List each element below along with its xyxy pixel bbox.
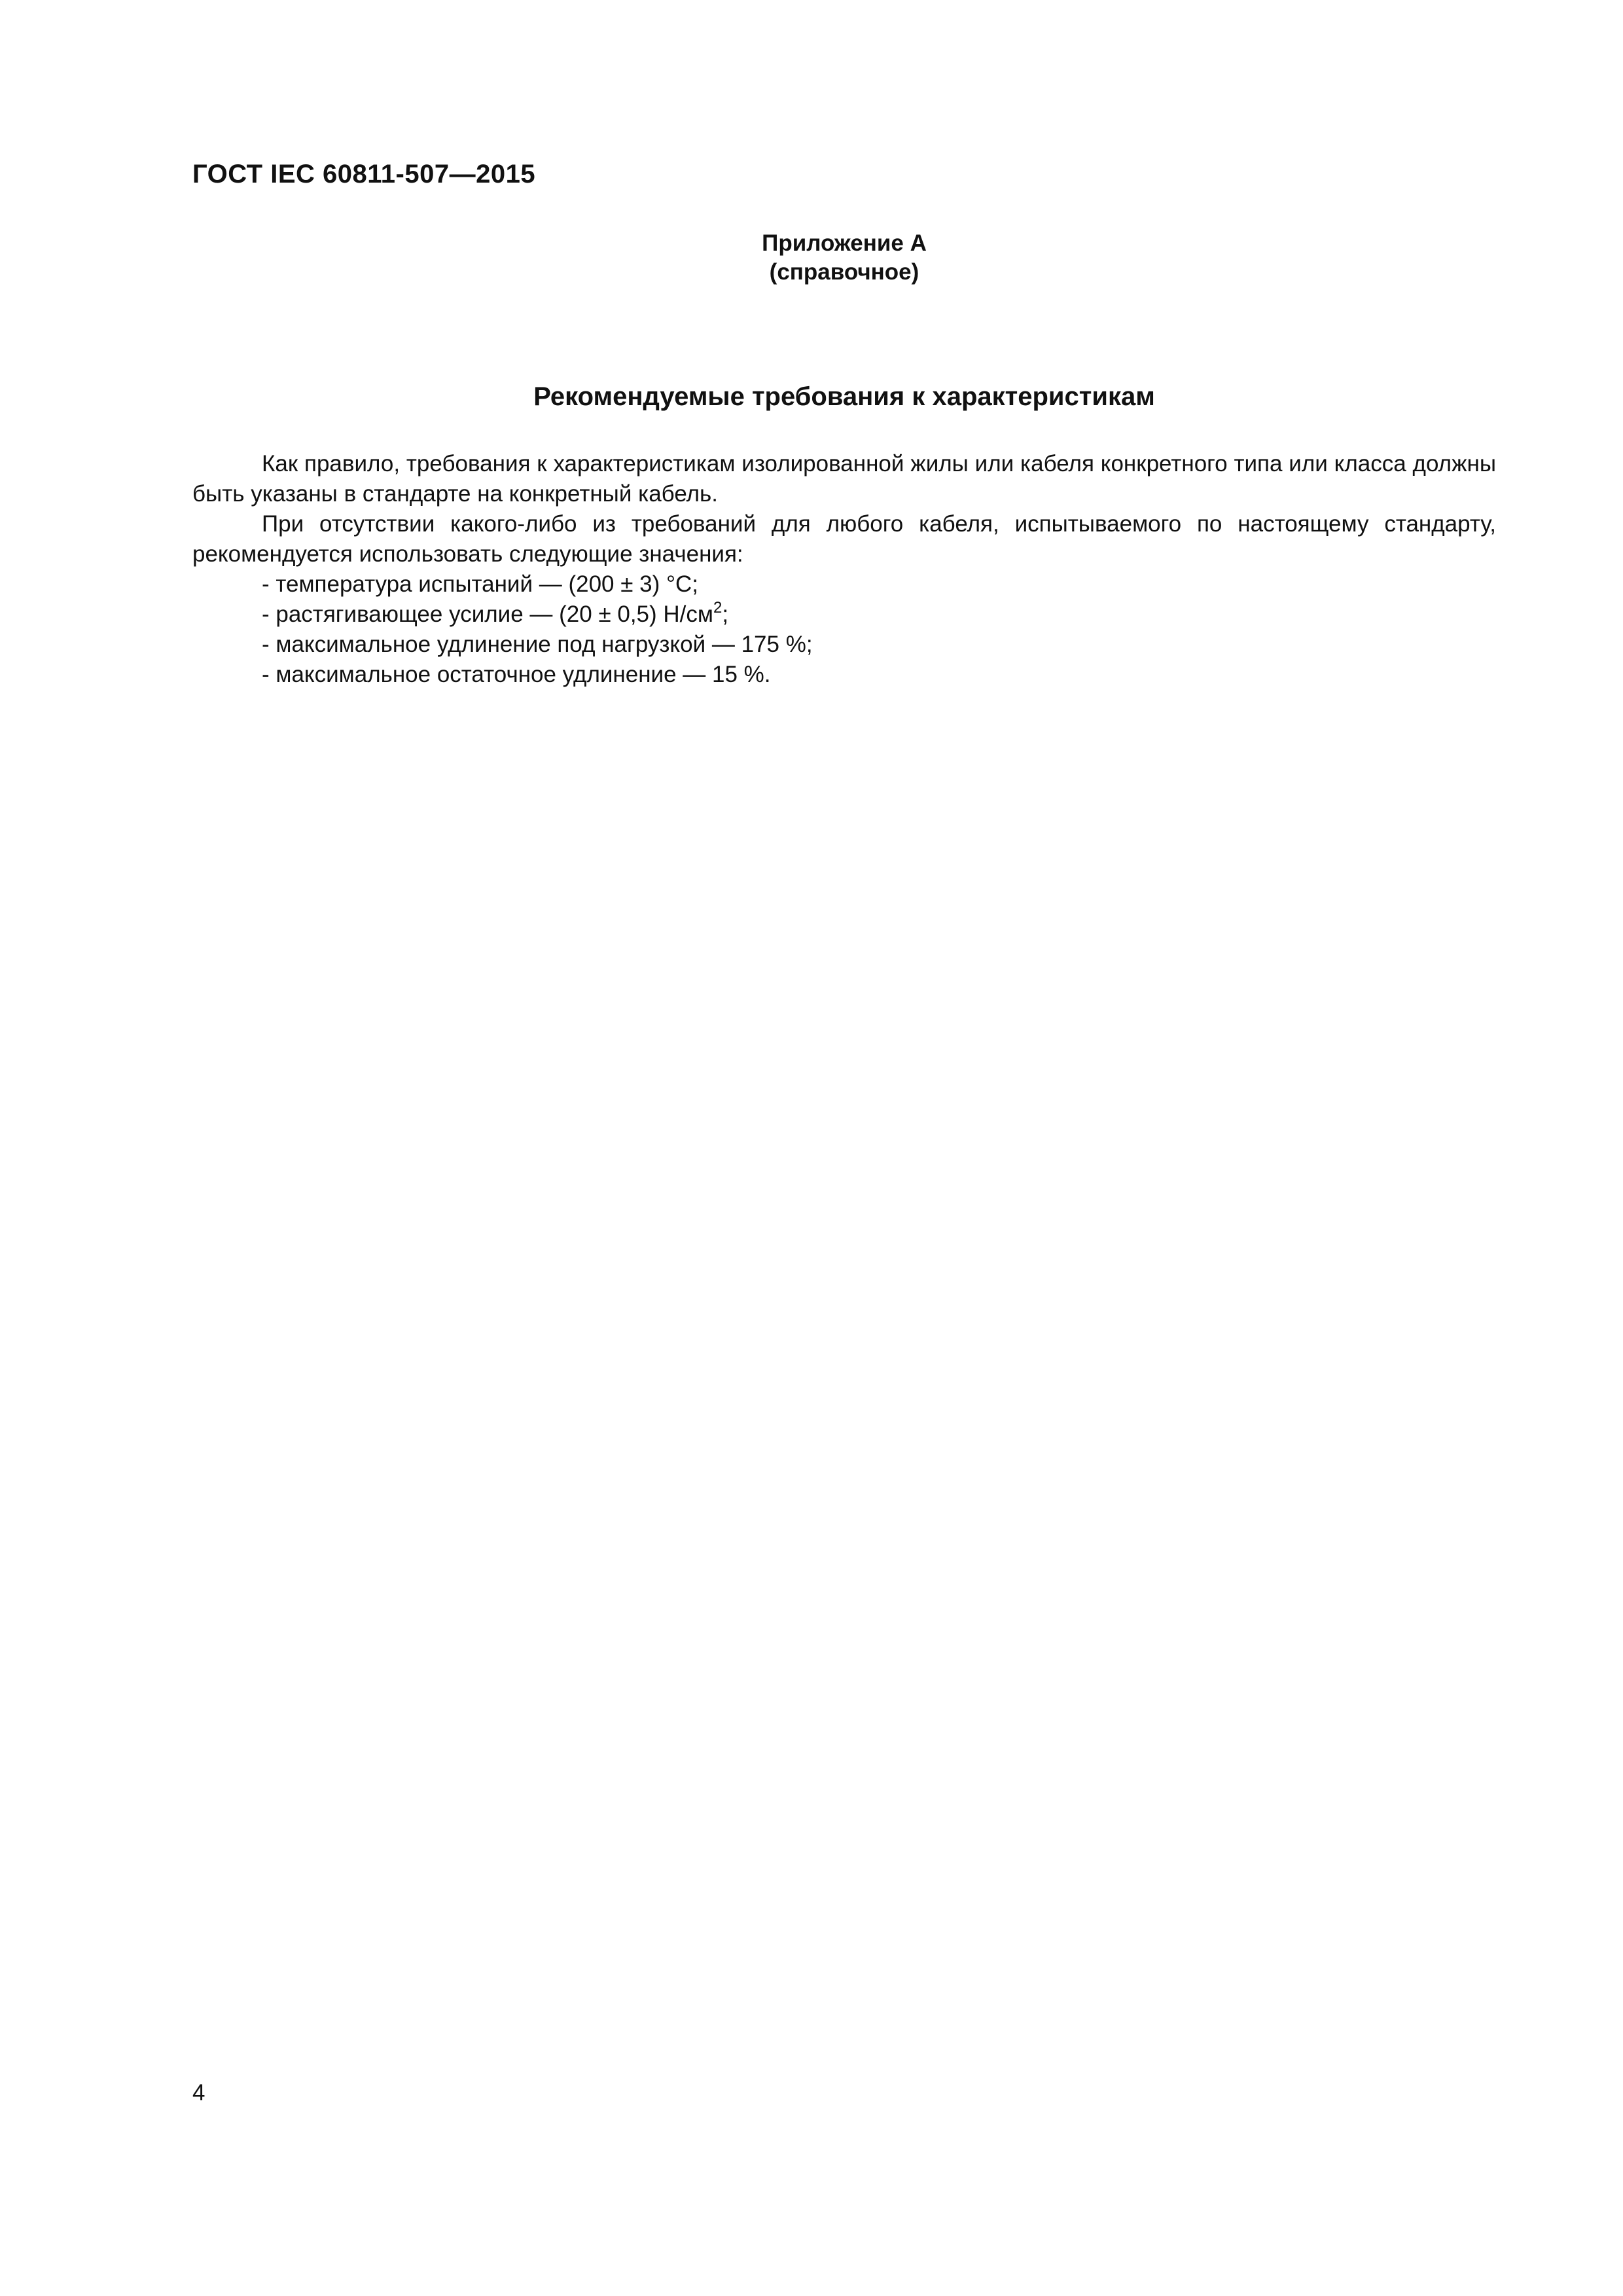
page-number: 4 — [192, 2080, 205, 2106]
paragraph-2: При отсутствии какого-либо из требований для любого кабеля, испытываемого по настоящему стандарту, рекомендуется использовать следующие значения: — [192, 511, 1496, 567]
superscript: 2 — [713, 599, 722, 617]
list-item-text: - растягивающее усилие — (20 ± 0,5) Н/см — [262, 601, 713, 627]
list-item-punctuation: ; — [722, 601, 729, 627]
list-item: - температура испытаний — (200 ± 3) °С; — [262, 571, 698, 597]
document-code-header: ГОСТ IEC 60811-507—2015 — [192, 160, 536, 188]
list-item — [192, 600, 1496, 630]
body-text — [192, 449, 1496, 690]
list-item: - максимальное удлинение под нагрузкой — 175 %; — [262, 632, 813, 657]
list-item: - максимальное остаточное удлинение — 15 %. — [262, 662, 771, 687]
paragraph-1: Как правило, требования к характеристикам изолированной жилы или кабеля конкретного типа или класса должны быть указаны в стандарте на конкретный кабель. — [192, 451, 1496, 507]
requirements-list — [192, 569, 1496, 690]
section-title: Рекомендуемые требования к характеристикам — [533, 382, 1155, 411]
annex-title: Приложение А — [762, 230, 927, 256]
annex-status: (справочное) — [769, 259, 919, 285]
